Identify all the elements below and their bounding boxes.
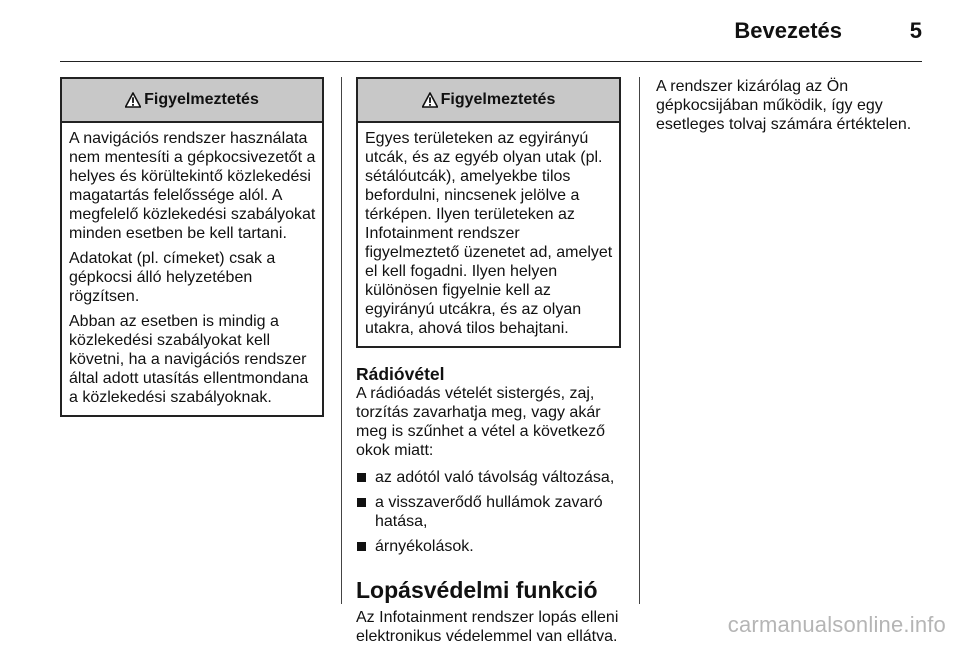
antitheft-continuation: A rendszer kizárólag az Ön gépkocsijában működik, így egy esetleges tolvaj számára értéktelen.	[656, 78, 912, 133]
warning-triangle-icon	[422, 92, 438, 108]
warning-paragraph: Adatokat (pl. címeket) csak a gépkocsi álló helyzetében rögzítsen.	[69, 250, 276, 305]
radio-bullet-list	[356, 468, 621, 556]
radio-heading: Rádióvétel	[356, 364, 445, 384]
column-divider-right	[639, 77, 640, 604]
warning-title: Figyelmeztetés	[144, 91, 259, 108]
page-header	[60, 18, 922, 48]
bullet-square-icon	[357, 473, 366, 482]
antitheft-text: Az Infotainment rendszer lopás elleni elektronikus védelemmel van ellátva.	[356, 609, 619, 645]
page-number: 5	[909, 18, 922, 43]
warning-body	[62, 123, 322, 415]
watermark: carmanualsonline.info	[727, 612, 946, 637]
column-left	[60, 77, 324, 417]
warning-header	[62, 79, 322, 123]
warning-box-oneway	[356, 77, 621, 348]
chapter-title: Bevezetés	[734, 18, 842, 43]
antitheft-heading: Lopásvédelmi funkció	[356, 577, 598, 603]
list-item: árnyékolások.	[356, 537, 621, 556]
bullet-square-icon	[357, 542, 366, 551]
column-divider-left	[341, 77, 342, 604]
warning-header	[358, 79, 619, 123]
radio-section	[356, 364, 621, 556]
bullet-square-icon	[357, 498, 366, 507]
radio-intro: A rádióadás vételét sistergés, zaj, torzítás zavarhatja meg, vagy akár meg is szűnhet a vétel a következő okok miatt:	[356, 385, 606, 459]
warning-title: Figyelmeztetés	[440, 91, 556, 108]
warning-triangle-icon	[125, 92, 141, 108]
header-divider	[60, 61, 922, 62]
warning-body	[358, 123, 619, 346]
warning-box-navigation	[60, 77, 324, 417]
list-item: a visszaverődő hullámok zavaró hatása,	[356, 493, 621, 531]
warning-paragraph: A navigációs rendszer használata nem mentesíti a gépkocsivezetőt a helyes és körültekintő közlekedési magatartás felelőssége alól. A megfelelő közlekedési szabályokat minden esetben be kell tartani.	[69, 130, 316, 242]
warning-paragraph: Abban az esetben is mindig a közlekedési szabályokat kell követni, ha a navigációs rendszer által adott utasítás ellentmondana a közlekedési szabályoknak.	[69, 313, 309, 406]
column-right	[656, 77, 926, 134]
warning-paragraph: Egyes területeken az egyirányú utcák, és az egyéb olyan utak (pl. sétálóutcák), amelyekbe tilos befordulni, nincsenek jelölve a térképen. Ilyen területeken az Infotainment rendszer figyelmeztető üzenetet ad, amelyet el kell fogadni. Ilyen helyen különösen figyelnie kell az egyirányú utcákra, és az olyan utakra, ahová tilos behajtani.	[365, 130, 613, 337]
antitheft-section	[356, 576, 621, 646]
list-item: az adótól való távolság változása,	[356, 468, 621, 487]
column-middle	[356, 77, 621, 646]
